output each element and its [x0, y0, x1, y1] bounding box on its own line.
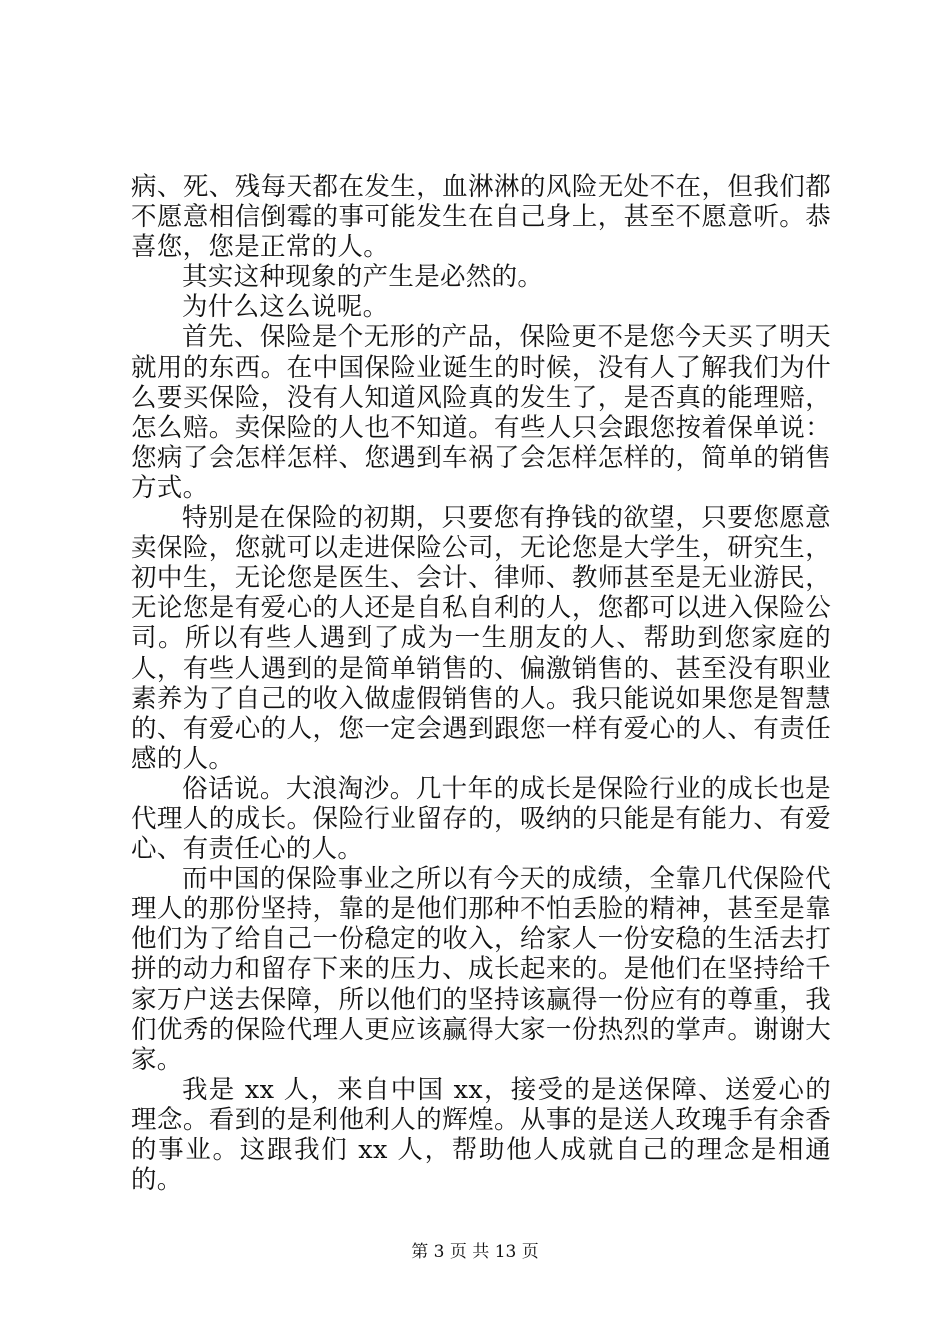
paragraph: 首先、保险是个无形的产品，保险更不是您今天买了明天就用的东西。在中国保险业诞生的时候，没有人了解我们为什么要买保险，没有人知道风险真的发生了，是否真的能理赔，怎么赔。卖保险的人也不知道。有些人只会跟您按着保单说：您病了会怎样怎样、您遇到车祸了会怎样怎样的，简单的销售方式。	[131, 322, 831, 503]
paragraph: 我是 xx 人，来自中国 xx，接受的是送保障、送爱心的理念。看到的是利他利人的辉煌。从事的是送人玫瑰手有余香的事业。这跟我们 xx 人，帮助他人成就自己的理念是相通的。	[131, 1074, 831, 1196]
paragraph: 特别是在保险的初期，只要您有挣钱的欲望，只要您愿意卖保险，您就可以走进保险公司，无论您是大学生，研究生，初中生，无论您是医生、会计、律师、教师甚至是无业游民，无论您是有爱心的人还是自私自利的人，您都可以进入保险公司。所以有些人遇到了成为一生朋友的人、帮助到您家庭的人，有些人遇到的是简单销售的、偏激销售的、甚至没有职业素养为了自己的收入做虚假销售的人。我只能说如果您是智慧的、有爱心的人，您一定会遇到跟您一样有爱心的人、有责任感的人。	[131, 503, 831, 774]
page-footer: 第 3 页 共 13 页	[411, 1242, 539, 1262]
document-body	[131, 172, 831, 1195]
paragraph: 俗话说。大浪淘沙。几十年的成长是保险行业的成长也是代理人的成长。保险行业留存的，吸纳的只能是有能力、有爱心、有责任心的人。	[131, 773, 831, 865]
paragraph: 而中国的保险事业之所以有今天的成绩，全靠几代保险代理人的那份坚持，靠的是他们那种不怕丢脸的精神，甚至是靠他们为了给自己一份稳定的收入，给家人一份安稳的生活去打拼的动力和留存下来的压力、成长起来的。是他们在坚持给千家万户送去保障，所以他们的坚持该赢得一份应有的尊重，我们优秀的保险代理人更应该赢得大家一份热烈的掌声。谢谢大家。	[131, 864, 831, 1075]
paragraph: 为什么这么说呢。	[182, 292, 389, 323]
paragraph: 其实这种现象的产生是必然的。	[182, 262, 544, 293]
paragraph: 病、死、残每天都在发生，血淋淋的风险无处不在，但我们都不愿意相信倒霉的事可能发生在自己身上，甚至不愿意听。恭喜您，您是正常的人。	[131, 172, 831, 263]
